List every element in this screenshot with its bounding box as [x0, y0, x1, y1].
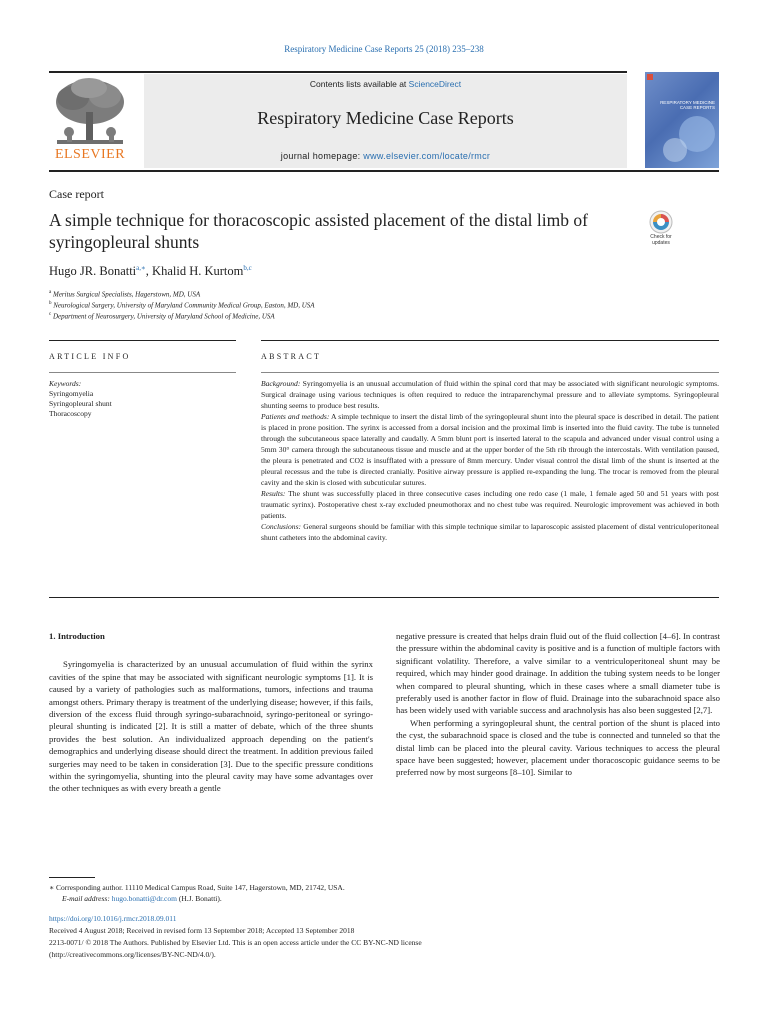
elsevier-wordmark: ELSEVIER — [54, 147, 126, 162]
keyword-item: Syringomyelia — [49, 389, 94, 398]
abstract-section-text: Syringomyelia is an unusual accumulation of fluid within the spinal cord that may be associated with significant neurologic symptoms. Surgical drainage using various techniques is often required to reduce the intraparenchymal pressure and to alleviate symptoms. Syringopleural shunting seems to produce best results. — [261, 379, 719, 410]
header-bottom-rule — [49, 170, 719, 172]
abstract-body — [261, 378, 719, 543]
abstract-conclusions — [261, 521, 719, 543]
check-for-updates-button[interactable] — [643, 209, 679, 255]
affiliation-marker: c — [49, 312, 52, 317]
abstract-methods — [261, 411, 719, 488]
corresponding-author-note: ∗ Corresponding author. 11110 Medical Campus Road, Suite 147, Hagerstown, MD, 21742, USA. — [49, 883, 345, 892]
article-dates: Received 4 August 2018; Received in revised form 13 September 2018; Accepted 13 September 2018 — [49, 926, 355, 935]
cover-graphic — [645, 72, 719, 168]
author-list — [49, 264, 252, 279]
abstract-results — [261, 488, 719, 521]
journal-homepage-line — [144, 151, 627, 161]
abstract-section-label: Patients and methods: — [261, 412, 330, 421]
crossmark-icon — [643, 209, 679, 235]
body-paragraph: Syringomyelia is characterized by an unusual accumulation of fluid within the syrinx cavities of the spine that may be associated with significant neurologic symptoms [1]. It is caused by a variety of pathologies such as malformations, tumors, infections and trauma amongst others. Primary therapy is treatment of the underlying disease; however, if this fails, diversion of the excess fluid through syringo-subarachnoid, syringo-peritoneal or syringo-pleural shunting is indicated [2]. It is still a matter of debate, which of the three shunts provides the best solution. An individualized approach depending on the patient's demographics and underlying disease should direct the treatment. In addition previous failed surgeries may need to be taken in consideration [3]. Due to the specific pressure conditions within the syringomyelia, shunting into the pleural cavity may have some advantages over the other techniques as with every breath a gentle — [49, 659, 373, 794]
affiliation-a — [49, 290, 200, 298]
abstract-section-text: A simple technique to insert the distal limb of the syringopleural shunt into the pleural space is described in detail. The patient is placed in prone position. The syrinx is accessed from a dorsal incision and the proximal limb is inserted into the fluid cavity. The tube is tunneled through the subcutaneous space laterally and caudally. A 5mm blunt port is inserted lateral to the scapula and advanced under visual control using a 5mm 30° camera through the subcutaneous tissue and muscle and at the upper border of the 5th rib through the intercostals. With ventilation paused, the pleura is penetrated and CO2 is insufflated with a pressure of 8mm mercury. Under visual control the distal limb of the shunt is inserted at the pleural recessus and the tube is directed cranially. Positive airway pressure is applied re-expanding the lung. The trocar is removed from the pleural cavity and the skin is closed with subcuticular sutures. — [261, 412, 719, 487]
article-type-label: Case report — [49, 187, 104, 201]
abstract-section-label: Results: — [261, 489, 286, 498]
license-url[interactable]: (http://creativecommons.org/licenses/BY-NC-ND/4.0/). — [49, 950, 216, 959]
keyword-item: Syringopleural shunt — [49, 399, 112, 408]
keywords-label: Keywords: — [49, 379, 82, 388]
cover-title-text: RESPIRATORY MEDICINE CASE REPORTS — [660, 100, 715, 110]
author-separator: , — [145, 264, 153, 279]
journal-homepage-link[interactable]: www.elsevier.com/locate/rmcr — [363, 151, 491, 161]
header-top-rule — [49, 71, 627, 73]
contents-available-line — [144, 79, 627, 89]
abstract-section-text: General surgeons should be familiar with this simple technique similar to laparoscopic assisted placement of distal ventriculoperitoneal shunt catheters into the abdominal cavity. — [261, 522, 719, 542]
abstract-heading: ABSTRACT — [261, 352, 322, 361]
article-info-heading: ARTICLE INFO — [49, 352, 131, 361]
body-column-right — [396, 630, 720, 779]
body-column-left — [49, 630, 373, 795]
abstract-bottom-rule — [49, 597, 719, 598]
license-line: 2213-0071/ © 2018 The Authors. Published by Elsevier Ltd. This is an open access article under the CC BY-NC-ND license — [49, 938, 422, 947]
affiliation-text: Meritus Surgical Specialists, Hagerstown, MD, USA — [51, 290, 201, 299]
journal-title: Respiratory Medicine Case Reports — [257, 108, 514, 128]
body-paragraph: When performing a syringopleural shunt, the central portion of the shunt is placed into the cyst, the subarachnoid space is closed and the tube is connected and tunneled so that the distal limb can be placed into the pleural cavity. Various techniques to access the pleural space have been suggested; however, placement under thoracoscopic guidance seems to be preferred now by most surgeons [8–10]. Similar to — [396, 717, 720, 778]
sciencedirect-link[interactable]: ScienceDirect — [408, 79, 462, 89]
body-paragraph: negative pressure is created that helps drain fluid out of the fluid collection [4–6]. In contrast the pressure within the abdominal cavity is positive and is a function of multiple factors with significant volatility. Therefore, a valve similar to a ventriculoperitoneal shunt may be required, which may hinder good drainage. In addition the tubing system needs to be longer when compared to pleural shunting, which in these cases where a small diameter tube is preferably used is another factor in flow of fluid. Drainage into the subarachnoid space also has been widely used with variable success and arachnolysis has also been suggested [2,7]. — [396, 631, 720, 716]
affiliation-c — [49, 312, 275, 320]
author-name[interactable]: Khalid H. Kurtom — [152, 264, 244, 279]
contents-prefix: Contents lists available at — [309, 79, 409, 89]
affiliation-b — [49, 301, 315, 309]
affiliation-text: Department of Neurosurgery, University of Maryland School of Medicine, USA — [51, 312, 275, 321]
author-affiliation-marker[interactable]: a,∗ — [136, 264, 146, 272]
section-heading-introduction: 1. Introduction — [49, 631, 105, 641]
homepage-prefix: journal homepage: — [280, 151, 364, 161]
email-label: E-mail address: — [62, 894, 110, 903]
affiliation-marker: a — [49, 290, 52, 295]
doi-link[interactable]: https://doi.org/10.1016/j.rmcr.2018.09.011 — [49, 914, 177, 923]
article-title: A simple technique for thoracoscopic assisted placement of the distal limb of syringopleural shunts — [49, 210, 588, 252]
abstract-section-label: Background: — [261, 379, 301, 388]
journal-reference-link[interactable]: Respiratory Medicine Case Reports 25 (2018) 235–238 — [284, 44, 484, 54]
email-note — [62, 893, 222, 904]
affiliation-marker: b — [49, 301, 52, 306]
author-name[interactable]: Hugo JR. Bonatti — [49, 264, 137, 279]
article-info-sub-rule — [49, 372, 236, 373]
abstract-section-text: The shunt was successfully placed in three consecutive cases including one redo case (1 male, 1 female aged 50 and 51 years with post traumatic syrinx). Postoperative chest x-ray excluded pneumothorax and no chest tube was required. Neurologic improvement was achieved in both patients. — [261, 489, 719, 520]
abstract-background — [261, 378, 719, 411]
email-suffix: (H.J. Bonatti). — [176, 894, 222, 903]
affiliation-text: Neurological Surgery, University of Maryland Community Medical Group, Easton, MD, USA — [51, 301, 315, 310]
keyword-item: Thoracoscopy — [49, 409, 92, 418]
author-affiliation-marker[interactable]: b,c — [243, 264, 252, 272]
keywords-block — [49, 379, 112, 419]
abstract-section-label: Conclusions: — [261, 522, 302, 531]
crossmark-label: Check for updates — [650, 234, 672, 246]
journal-cover-thumbnail[interactable] — [645, 72, 719, 168]
abstract-top-rule — [261, 340, 719, 341]
email-link[interactable]: hugo.bonatti@dr.com — [109, 894, 177, 903]
abstract-sub-rule — [261, 372, 719, 373]
article-info-top-rule — [49, 340, 236, 341]
footnote-rule — [49, 877, 95, 878]
